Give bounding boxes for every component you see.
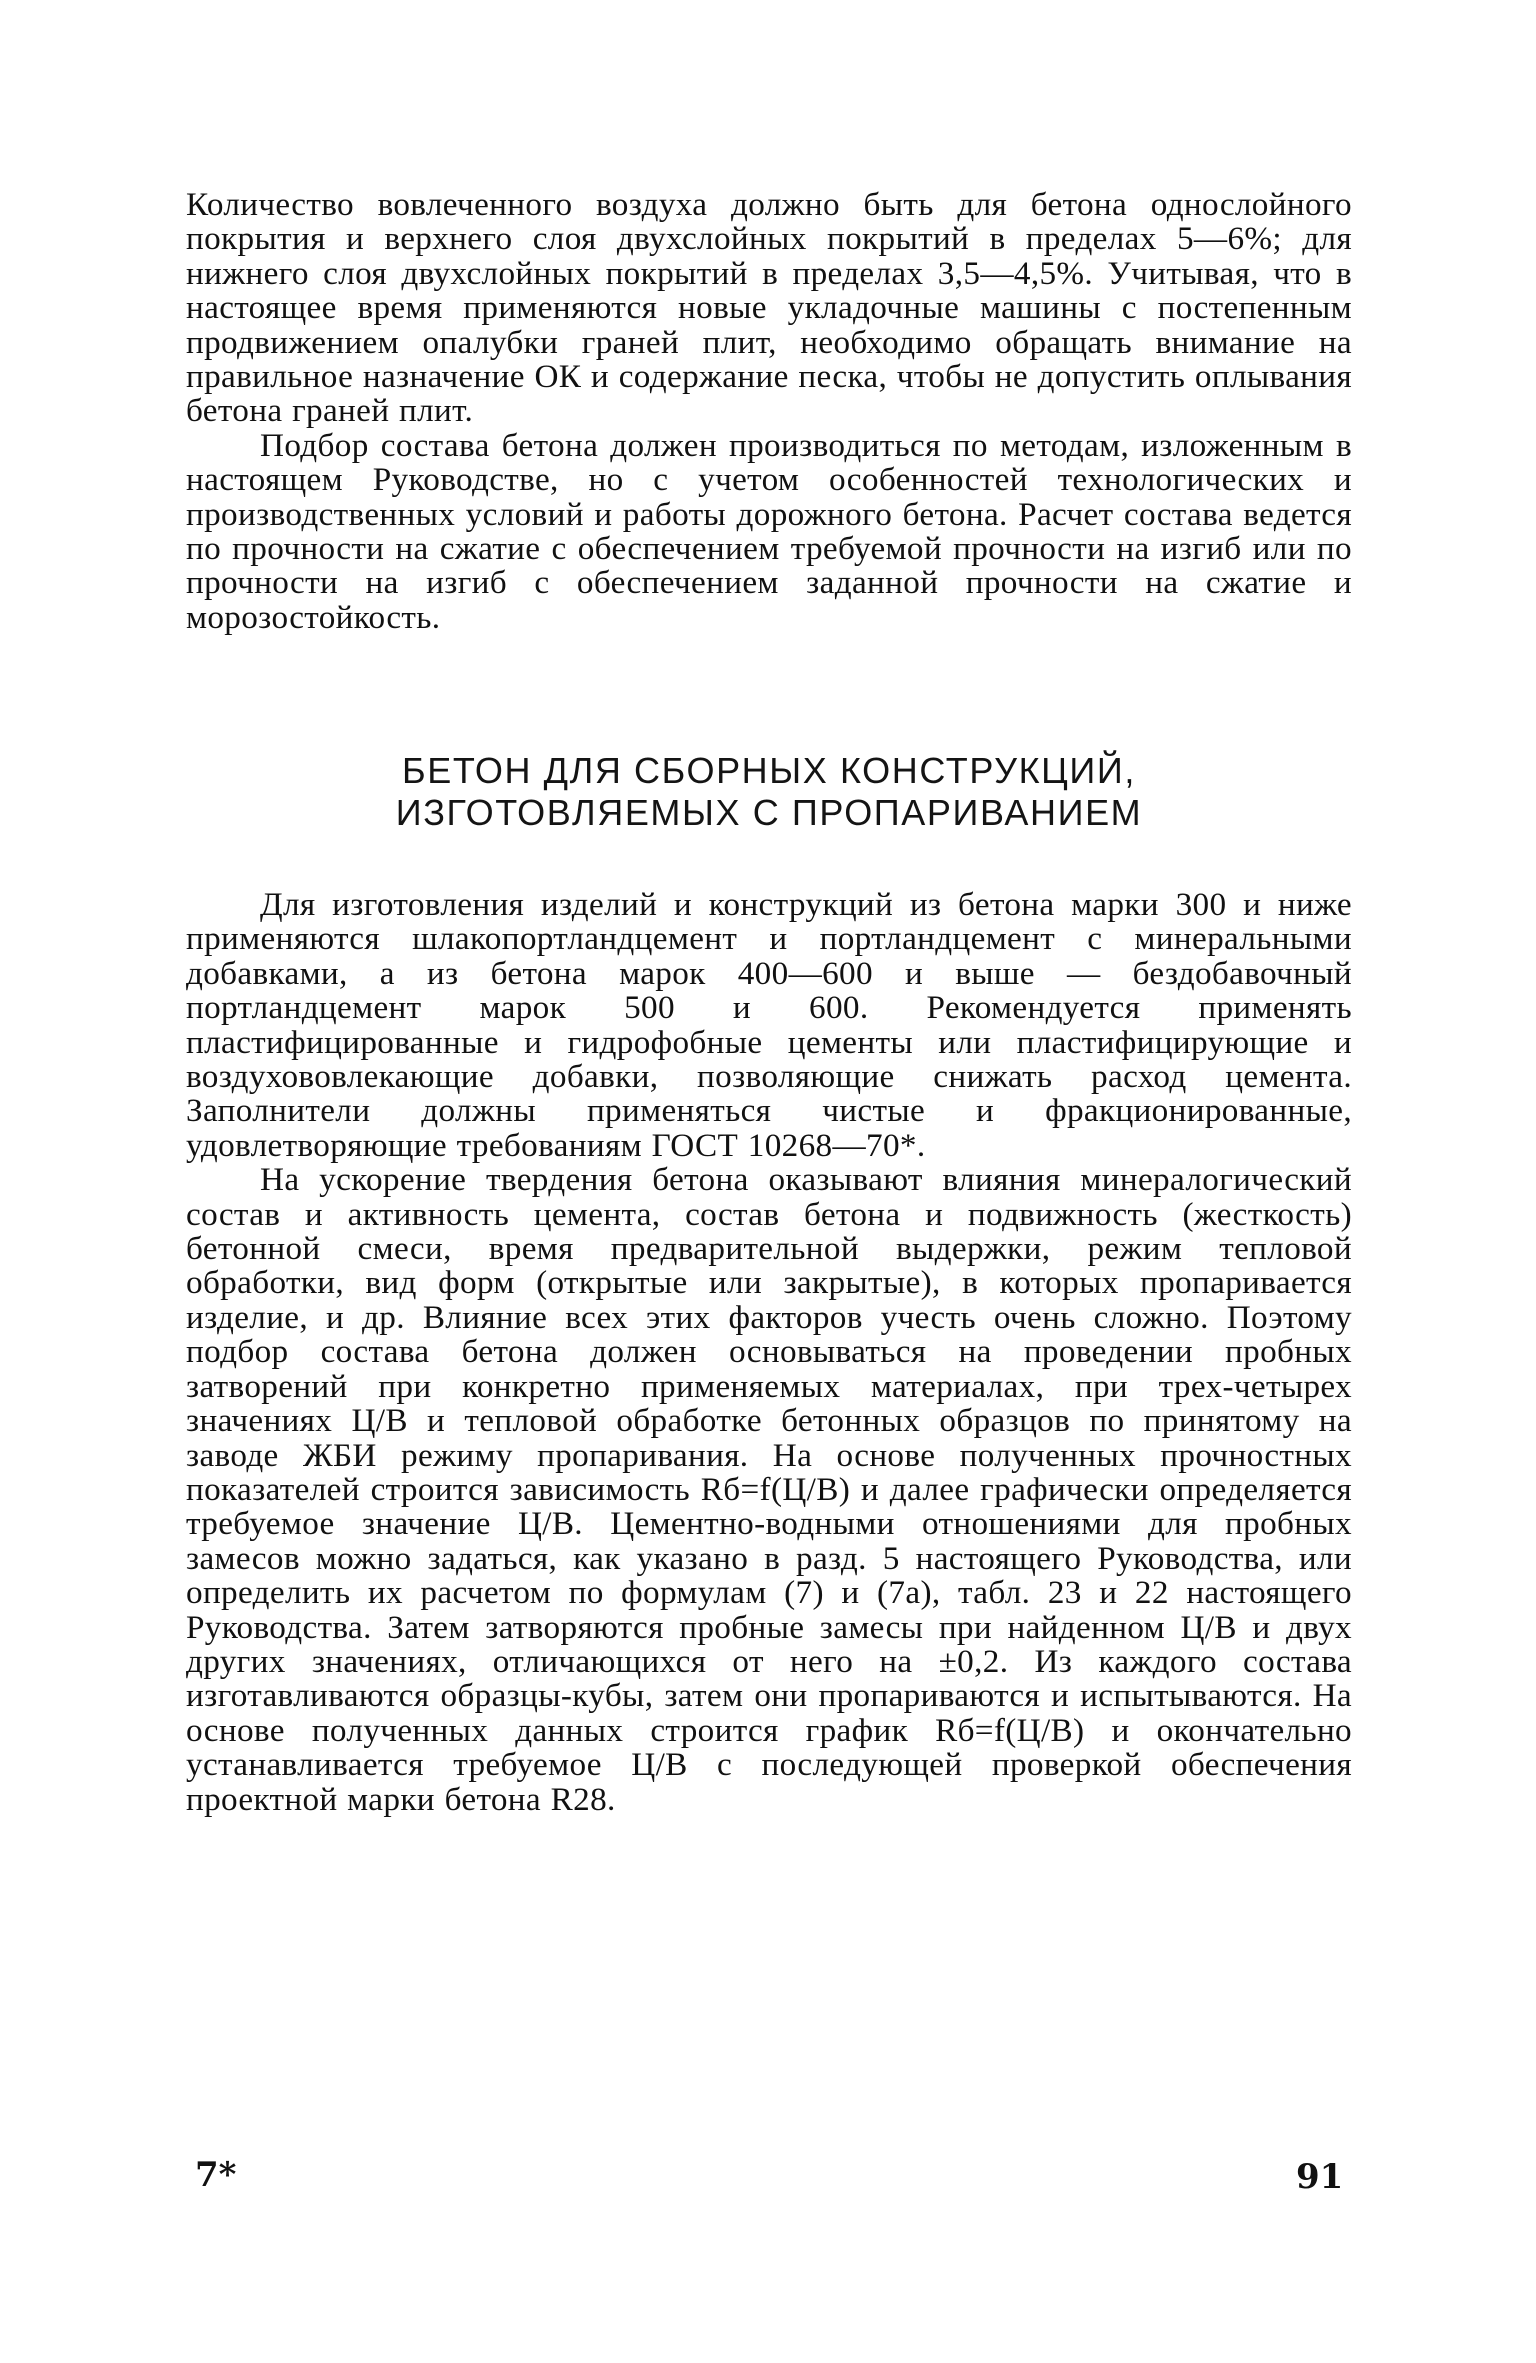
signature-mark: 7*: [195, 2155, 237, 2195]
intro-text-block: [186, 188, 1352, 635]
paragraph-hardening-factors: На ускорение твердения бетона оказывают влияния минералогический состав и активность цемента, состав бетона и подвижность (жесткость) бетонной смеси, время предварительной выдержки, режим тепловой обработки, вид форм (открытые или закрытые), в которых пропаривается изделие, и др. Влияние всех этих факторов учесть очень сложно. Поэтому подбор состава бетона должен основываться на проведении пробных затворений при конкретно применяемых материалах, при трех-четырех значениях Ц/В и тепловой обработке бетонных образцов по принятому на заводе ЖБИ режиму пропаривания. На основе полученных прочностных показателей строится зависимость Rб=f(Ц/В) и далее графически определяется требуемое значение Ц/В. Цементно-водными отношениями для пробных замесов можно задаться, как указано в разд. 5 настоящего Руководства, или определить их расчетом по формулам (7) и (7а), табл. 23 и 22 настоящего Руководства. Затем затворяются пробные замесы при найденном Ц/В и двух других значениях, отличающихся от него на ±0,2. Из каждого состава изготавливаются образцы-кубы, затем они пропариваются и испытываются. На основе полученных данных строится график Rб=f(Ц/В) и окончательно устанавливается требуемое Ц/В с последующей проверкой обеспечения проектной марки бетона R28.: [186, 1161, 1352, 1818]
section-heading: [186, 750, 1352, 834]
paragraph-cement-selection: Для изготовления изделий и конструкций из бетона марки 300 и ниже применяются шлакопортландцемент и портландцемент с минеральными добавками, а из бетона марок 400—600 и выше — бездобавочный портландцемент марок 500 и 600. Рекомендуется применять пластифицированные и гидрофобные цементы или пластифицирующие и воздухововлекающие добавки, позволяющие снижать расход цемента. Заполнители должны применяться чистые и фракционированные, удовлетворяющие требованиям ГОСТ 10268—70*.: [186, 886, 1352, 1164]
section-heading-line-1: БЕТОН ДЛЯ СБОРНЫХ КОНСТРУКЦИЙ,: [402, 750, 1136, 791]
paragraph-mix-design: Подбор состава бетона должен производиться по методам, изложенным в настоящем Руководстве, но с учетом особенностей технологических и производственных условий и работы дорожного бетона. Расчет состава ведется по прочности на сжатие с обеспечением требуемой прочности на изгиб или по прочности на изгиб с обеспечением заданной прочности на сжатие и морозостойкость.: [186, 426, 1352, 636]
section-heading-line-2: ИЗГОТОВЛЯЕМЫХ С ПРОПАРИВАНИЕМ: [395, 792, 1143, 833]
section-text-block: [186, 888, 1352, 1817]
paragraph-air-content: Количество вовлеченного воздуха должно быть для бетона однослойного покрытия и верхнего слоя двухслойных покрытий в пределах 5—6%; для нижнего слоя двухслойных покрытий в пределах 3,5—4,5%. Учитывая, что в настоящее время применяются новые укладочные машины с постепенным продвижением опалубки граней плит, необходимо обращать внимание на правильное назначение ОК и содержание песка, чтобы не допустить оплывания бетона граней плит.: [186, 186, 1352, 430]
page-number: 91: [1296, 2157, 1344, 2197]
